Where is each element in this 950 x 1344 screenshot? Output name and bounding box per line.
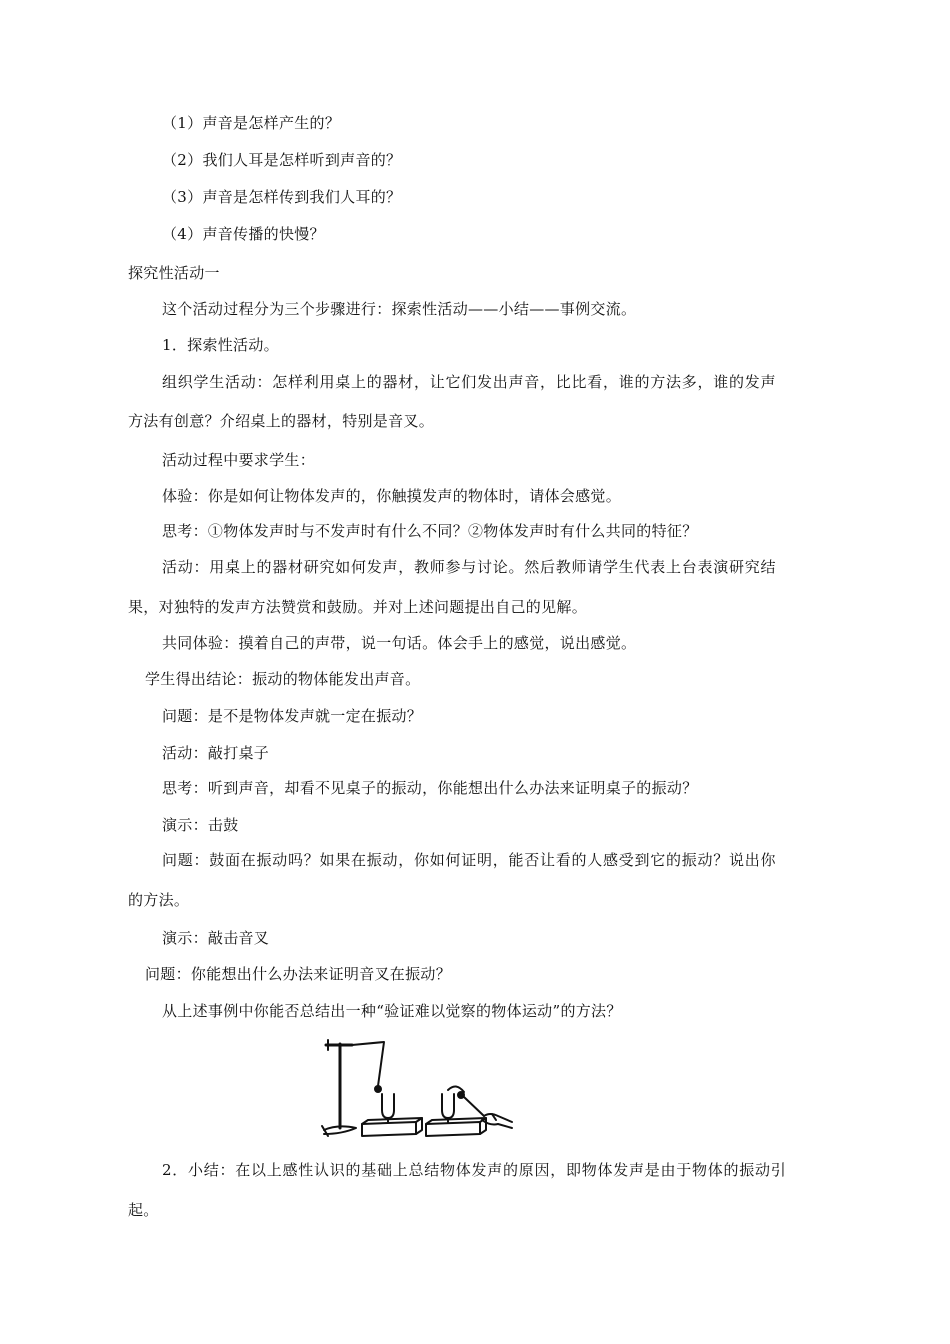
paragraph-step2-line1: 2．小结：在以上感性认识的基础上总结物体发声的原因，即物体发声是由于物体的振动引 (162, 1161, 787, 1179)
paragraph-summary-question: 从上述事例中你能否总结出一种“验证难以觉察的物体运动”的方法？ (162, 1002, 622, 1020)
paragraph-require: 活动过程中要求学生： (162, 451, 316, 469)
question-1: （1）声音是怎样产生的？ (162, 114, 341, 132)
paragraph-experience: 体验：你是如何让物体发声的，你触摸发声的物体时，请体会感觉。 (162, 487, 622, 505)
paragraph-activity2: 活动：敲打桌子 (162, 744, 270, 762)
paragraph-think1: 思考：①物体发声时与不发声时有什么不同？②物体发声时有什么共同的特征？ (162, 522, 698, 540)
paragraph-question1: 问题：是不是物体发声就一定在振动？ (162, 707, 423, 725)
paragraph-organize-line2: 方法有创意？介绍桌上的器材，特别是音叉。 (128, 412, 435, 430)
paragraph-demo1: 演示：击鼓 (162, 816, 239, 834)
question-3: （3）声音是怎样传到我们人耳的？ (162, 188, 402, 206)
paragraph-conclusion: 学生得出结论：振动的物体能发出声音。 (145, 670, 421, 688)
paragraph-step1: 1．探索性活动。 (162, 336, 279, 354)
paragraph-think2: 思考：听到声音，却看不见桌子的振动，你能想出什么办法来证明桌子的振动？ (162, 779, 698, 797)
paragraph-common: 共同体验：摸着自己的声带，说一句话。体会手上的感觉，说出感觉。 (162, 634, 637, 652)
paragraph-activity1-line1: 活动：用桌上的器材研究如何发声，教师参与讨论。然后教师请学生代表上台表演研究结 (162, 558, 777, 576)
question-2: （2）我们人耳是怎样听到声音的？ (162, 151, 402, 169)
paragraph-demo2: 演示：敲击音叉 (162, 929, 270, 947)
paragraph-question2-line2: 的方法。 (128, 891, 190, 909)
paragraph-question2-line1: 问题：鼓面在振动吗？如果在振动，你如何证明，能否让看的人感受到它的振动？说出你 (162, 851, 777, 869)
paragraph-intro: 这个活动过程分为三个步骤进行：探索性活动——小结——事例交流。 (162, 300, 637, 318)
paragraph-question3: 问题：你能想出什么办法来证明音叉在振动？ (145, 965, 452, 983)
tuning-fork-illustration (312, 1030, 518, 1142)
section-title: 探究性活动一 (128, 264, 220, 282)
paragraph-activity1-line2: 果，对独特的发声方法赞赏和鼓励。并对上述问题提出自己的见解。 (128, 598, 588, 616)
paragraph-step2-line2: 起。 (128, 1201, 159, 1219)
question-4: （4）声音传播的快慢？ (162, 225, 325, 243)
paragraph-organize-line1: 组织学生活动：怎样利用桌上的器材，让它们发出声音，比比看，谁的方法多，谁的发声 (162, 373, 777, 391)
